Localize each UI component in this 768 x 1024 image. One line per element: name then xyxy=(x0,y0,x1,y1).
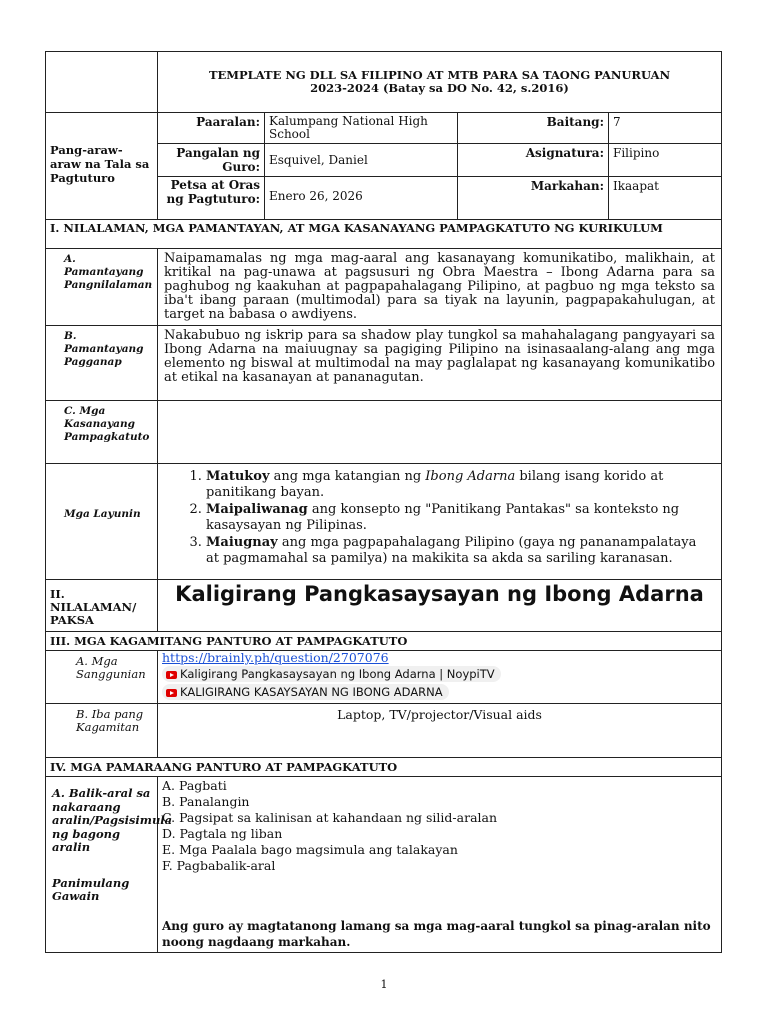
quarter-value: Ikaapat xyxy=(609,177,722,220)
teacher-label: Pangalan ng Guro: xyxy=(158,144,265,177)
youtube-icon xyxy=(166,671,177,679)
warmup-label: Panimulang Gawain xyxy=(52,875,130,903)
objective-item: 3. Maiugnay ang mga pagpapahalagang Pilipino (gaya ng pananampalataya at pagmamahal sa pamilya) na makikita sa akda sa sariling karanasan. xyxy=(206,535,711,567)
warmup-text: Ang guro ay magtatanong lamang sa mga mag-aaral tungkol sa pinag-aralan nito noong nagdaang markahan. xyxy=(162,919,711,949)
competencies-label: C. Mga Kasanayang Pampagkatuto xyxy=(46,401,158,464)
youtube-chip-2[interactable]: KALIGIRANG KASAYSAYAN NG IBONG ADARNA xyxy=(162,684,449,700)
grade-label: Baitang: xyxy=(458,113,609,144)
procedure-step: B. Panalangin xyxy=(162,794,250,809)
page-number: 1 xyxy=(380,978,388,991)
procedure-step: F. Pagbabalik-aral xyxy=(162,858,276,873)
quarter-label: Markahan: xyxy=(458,177,609,220)
reference-link[interactable]: https://brainly.ph/question/2707076 xyxy=(162,650,389,665)
header-blank-cell xyxy=(46,52,158,113)
school-label: Paaralan: xyxy=(158,113,265,144)
objective-item: 1. Matukoy ang mga katangian ng Ibong Adarna bilang isang korido at panitikang bayan. xyxy=(206,469,711,501)
content-standard-text: Naipamamalas ng mga mag-aaral ang kasanayang komunikatibo, malikhain, at kritikal na pag-unawa at pagsusuri ng Obra Maestra – Ibong Adarna para sa paghubog ng kaakuhan at pagpapahalagang Pilipino, at pagbuo ng mga teksto sa iba't ibang paraan (multimodal) para sa tiyak na layunin, pagpapakahulugan, at target na babasa o awdiyens. xyxy=(158,249,722,326)
school-value: Kalumpang National High School xyxy=(265,113,458,144)
procedure-step: D. Pagtala ng liban xyxy=(162,826,283,841)
youtube-icon xyxy=(166,689,177,697)
objective-item: 2. Maipaliwanag ang konsepto ng "Panitikang Pantakas" sa konteksto ng kasaysayan ng Pilipinas. xyxy=(206,502,711,534)
performance-standard-label: B. Pamantayang Pagganap xyxy=(46,326,158,401)
review-label: A. Balik-aral sa nakaraang aralin/Pagsisimula ng bagong aralin xyxy=(52,786,173,854)
section-4-title: IV. MGA PAMARAANG PANTURO AT PAMPAGKATUTO xyxy=(46,758,722,777)
grade-value: 7 xyxy=(609,113,722,144)
youtube-chip-1[interactable]: Kaligirang Pangkasaysayan ng Ibong Adarna | NoypiTV xyxy=(162,666,501,682)
section-3-title: III. MGA KAGAMITANG PANTURO AT PAMPAGKATUTO xyxy=(46,632,722,651)
section-1-title: I. NILALAMAN, MGA PAMANTAYAN, AT MGA KASANAYANG PAMPAGKATUTO NG KURIKULUM xyxy=(46,220,722,249)
topic-label: II. NILALAMAN/ PAKSA xyxy=(46,580,158,632)
dll-form-table xyxy=(45,51,722,953)
objectives-cell xyxy=(158,464,722,580)
objectives-label: Mga Layunin xyxy=(46,464,158,580)
objectives-list xyxy=(162,469,717,567)
procedure-step: E. Mga Paalala bago magsimula ang talakayan xyxy=(162,842,458,857)
review-cell xyxy=(46,777,173,953)
title-line-1: TEMPLATE NG DLL SA FILIPINO AT MTB PARA SA TAONG PANURUAN xyxy=(208,68,671,82)
topic-title: Kaligirang Pangkasaysayan ng Ibong Adarna xyxy=(158,580,722,632)
procedure-step: C. Pagsipat sa kalinisan at kahandaan ng silid-aralan xyxy=(162,810,498,825)
subject-value: Filipino xyxy=(609,144,722,177)
daily-log-label: Pang-araw-araw na Tala sa Pagtuturo xyxy=(46,113,158,220)
teacher-value: Esquivel, Daniel xyxy=(265,144,458,177)
subject-label: Asignatura: xyxy=(458,144,609,177)
other-materials-text: Laptop, TV/projector/Visual aids xyxy=(158,704,722,758)
references-label: A. Mga Sanggunian xyxy=(46,651,158,704)
procedure-steps xyxy=(162,778,717,874)
date-value: Enero 26, 2026 xyxy=(265,177,458,220)
references-cell xyxy=(158,651,722,704)
procedures-cell xyxy=(158,777,722,953)
content-standard-label: A. Pamantayang Pangnilalaman xyxy=(46,249,158,326)
competencies-text xyxy=(158,401,722,464)
document-title xyxy=(158,52,722,113)
other-materials-label: B. Iba pang Kagamitan xyxy=(46,704,158,758)
date-label: Petsa at Oras ng Pagtuturo: xyxy=(158,177,265,220)
performance-standard-text: Nakabubuo ng iskrip para sa shadow play tungkol sa mahahalagang pangyayari sa Ibong Adarna na maiuugnay sa pagiging Pilipino na isinasaalang-alang ang mga elemento ng biswal at multimodal na may paglalapat ng kasanayang komunikatibo at etikal na kasanayan at pananagutan. xyxy=(158,326,722,401)
procedure-step: A. Pagbati xyxy=(162,778,227,793)
title-line-2: 2023-2024 (Batay sa DO No. 42, s.2016) xyxy=(310,81,569,95)
